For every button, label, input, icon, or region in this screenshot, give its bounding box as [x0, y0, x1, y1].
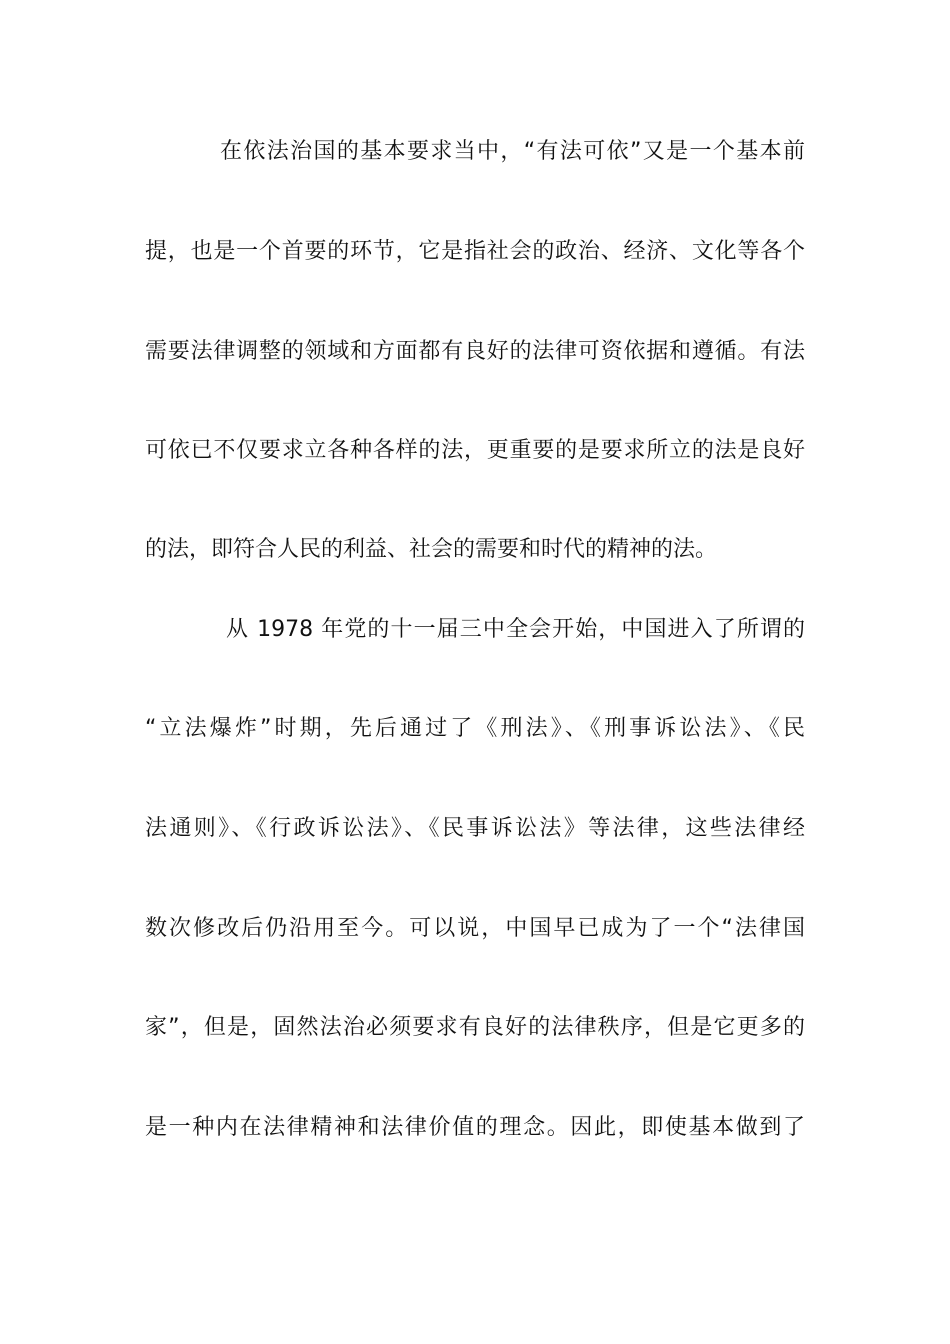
paragraph-2-line-6: 是一种内在法律精神和法律价值的理念。因此，即使基本做到了: [145, 1115, 805, 1140]
paragraph-2-line-2: “立法爆炸”时期，先后通过了《刑法》、《刑事诉讼法》、《民: [145, 716, 805, 741]
paragraph-1-line-4: 可依已不仅要求立各种各样的法，更重要的是要求所立的法是良好: [145, 438, 805, 463]
paragraph-1-line-3: 需要法律调整的领域和方面都有良好的法律可资依据和遵循。有法: [145, 339, 805, 364]
paragraph-1-line-1: 在依法治国的基本要求当中，“有法可依”又是一个基本前: [220, 139, 805, 164]
paragraph-1-line-5: 的法，即符合人民的利益、社会的需要和时代的精神的法。: [145, 537, 718, 562]
paragraph-2-line-4: 数次修改后仍沿用至今。可以说，中国早已成为了一个“法律国: [145, 916, 805, 941]
paragraph-2-line-5: 家”，但是，固然法治必须要求有良好的法律秩序，但是它更多的: [145, 1015, 805, 1040]
paragraph-2-line-3: 法通则》、《行政诉讼法》、《民事诉讼法》等法律，这些法律经: [145, 816, 805, 841]
paragraph-1-line-2: 提，也是一个首要的环节，它是指社会的政治、经济、文化等各个: [145, 239, 805, 264]
paragraph-2-line-1: 从 1978 年党的十一届三中全会开始，中国进入了所谓的: [226, 617, 805, 642]
